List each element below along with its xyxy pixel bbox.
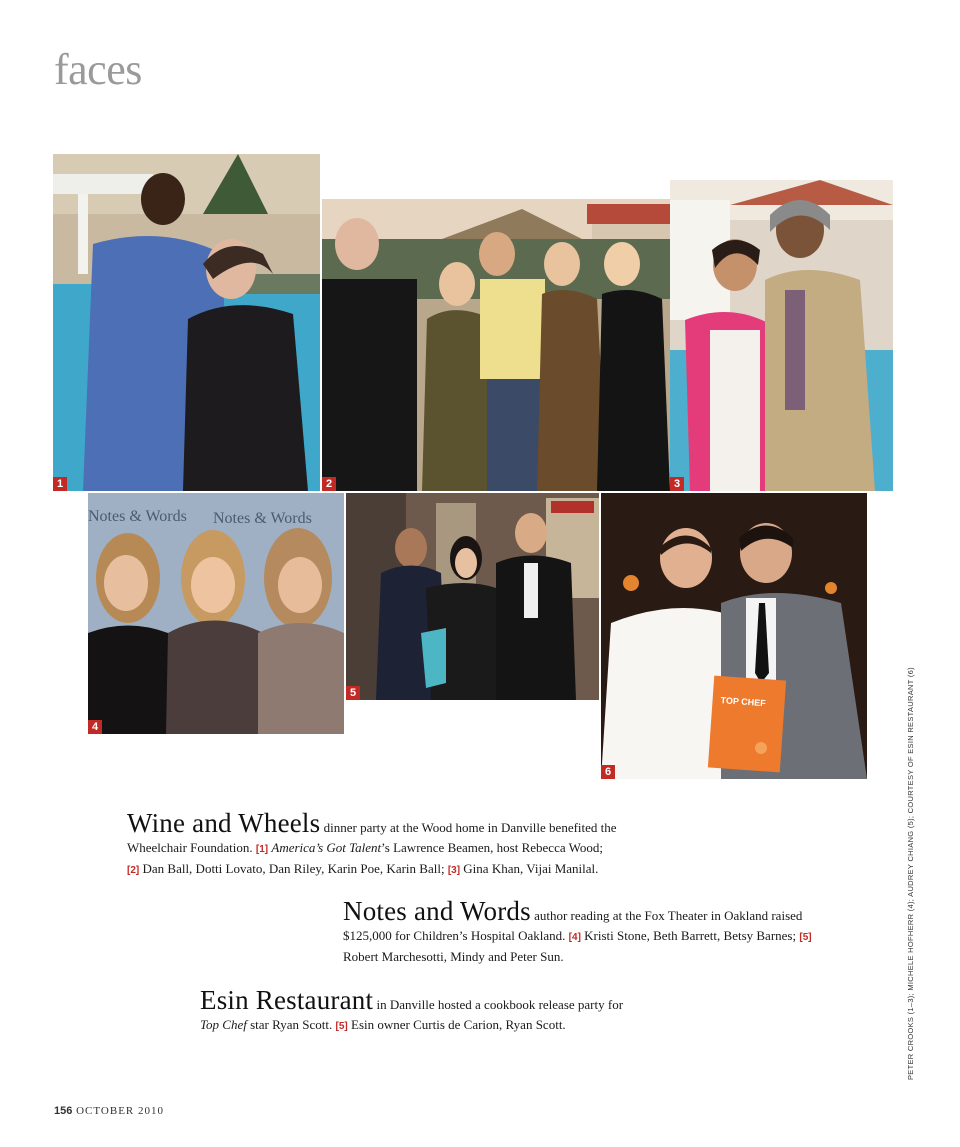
caption-lead: in Danville hosted a cookbook release party for: [373, 997, 624, 1012]
photo-4: [88, 493, 344, 734]
photo-2-image: [322, 199, 670, 491]
book-cover-text: TOP CHEF: [720, 695, 767, 709]
show-name: America’s Got Talent: [271, 840, 382, 855]
photo-ref: [5]: [799, 932, 812, 943]
photo-1-image: [53, 154, 320, 491]
photo-ref: [3]: [447, 865, 461, 876]
photo-ref: [4]: [568, 932, 581, 943]
photo-5-image: [346, 493, 599, 700]
photo-number-5: 5: [346, 686, 360, 700]
photo-6-image: [601, 493, 867, 779]
caption-lead: author reading at the Fox Theater in Oakland raised $125,000 for Children’s Hospital Oakland.: [343, 908, 803, 943]
section-title: faces: [54, 45, 142, 94]
issue-date: OCTOBER 2010: [76, 1105, 164, 1117]
photo-number-4: 4: [88, 720, 102, 734]
caption-item: ’s Lawrence Beamen, host Rebecca Wood;: [381, 840, 603, 855]
folio: [54, 1105, 164, 1117]
photo-6: [601, 493, 867, 779]
caption-notes-and-words: [343, 896, 818, 966]
photo-1: [53, 154, 320, 491]
caption-esin-restaurant: [200, 985, 680, 1036]
photo-ref: [1]: [255, 844, 269, 855]
photo-number-6: 6: [601, 765, 615, 779]
backdrop-text-left: Notes & Words: [88, 508, 187, 525]
photo-credit: PETER CROOKS (1–3); MICHELE HOFHERR (4); AUDREY CHIANG (5); COURTESY OF ESIN RESTAURANT (6): [906, 667, 915, 1080]
caption-lead-tail: star Ryan Scott.: [246, 1017, 333, 1032]
backdrop-text-right: Notes & Words: [213, 510, 312, 527]
page-number: 156: [54, 1105, 73, 1117]
photo-3-image: [670, 180, 893, 491]
photo-number-3: 3: [670, 477, 684, 491]
caption-title: Esin Restaurant: [200, 985, 374, 1015]
photo-number-2: 2: [322, 477, 336, 491]
photo-ref: [2]: [127, 865, 140, 876]
photo-number-1: 1: [53, 477, 67, 491]
caption-wine-and-wheels: [127, 808, 647, 880]
photo-2: [322, 199, 670, 491]
caption-lead: dinner party at the Wood home in Danville benefited the Wheelchair Foundation.: [127, 820, 617, 855]
caption-title: Notes and Words: [343, 896, 531, 926]
photo-5: [346, 493, 599, 700]
caption-title: Wine and Wheels: [127, 808, 321, 838]
caption-item: Kristi Stone, Beth Barrett, Betsy Barnes;: [580, 928, 797, 943]
photo-ref: [5]: [335, 1021, 348, 1032]
caption-item: Dan Ball, Dotti Lovato, Dan Riley, Karin Poe, Karin Ball;: [139, 861, 445, 876]
photo-4-image: [88, 493, 344, 734]
caption-item: Esin owner Curtis de Carion, Ryan Scott.: [347, 1017, 566, 1032]
caption-item: Robert Marchesotti, Mindy and Peter Sun.: [343, 949, 564, 964]
show-name: Top Chef: [200, 1017, 247, 1032]
photo-3: [670, 180, 893, 491]
caption-item: Gina Khan, Vijai Manilal.: [460, 861, 599, 876]
